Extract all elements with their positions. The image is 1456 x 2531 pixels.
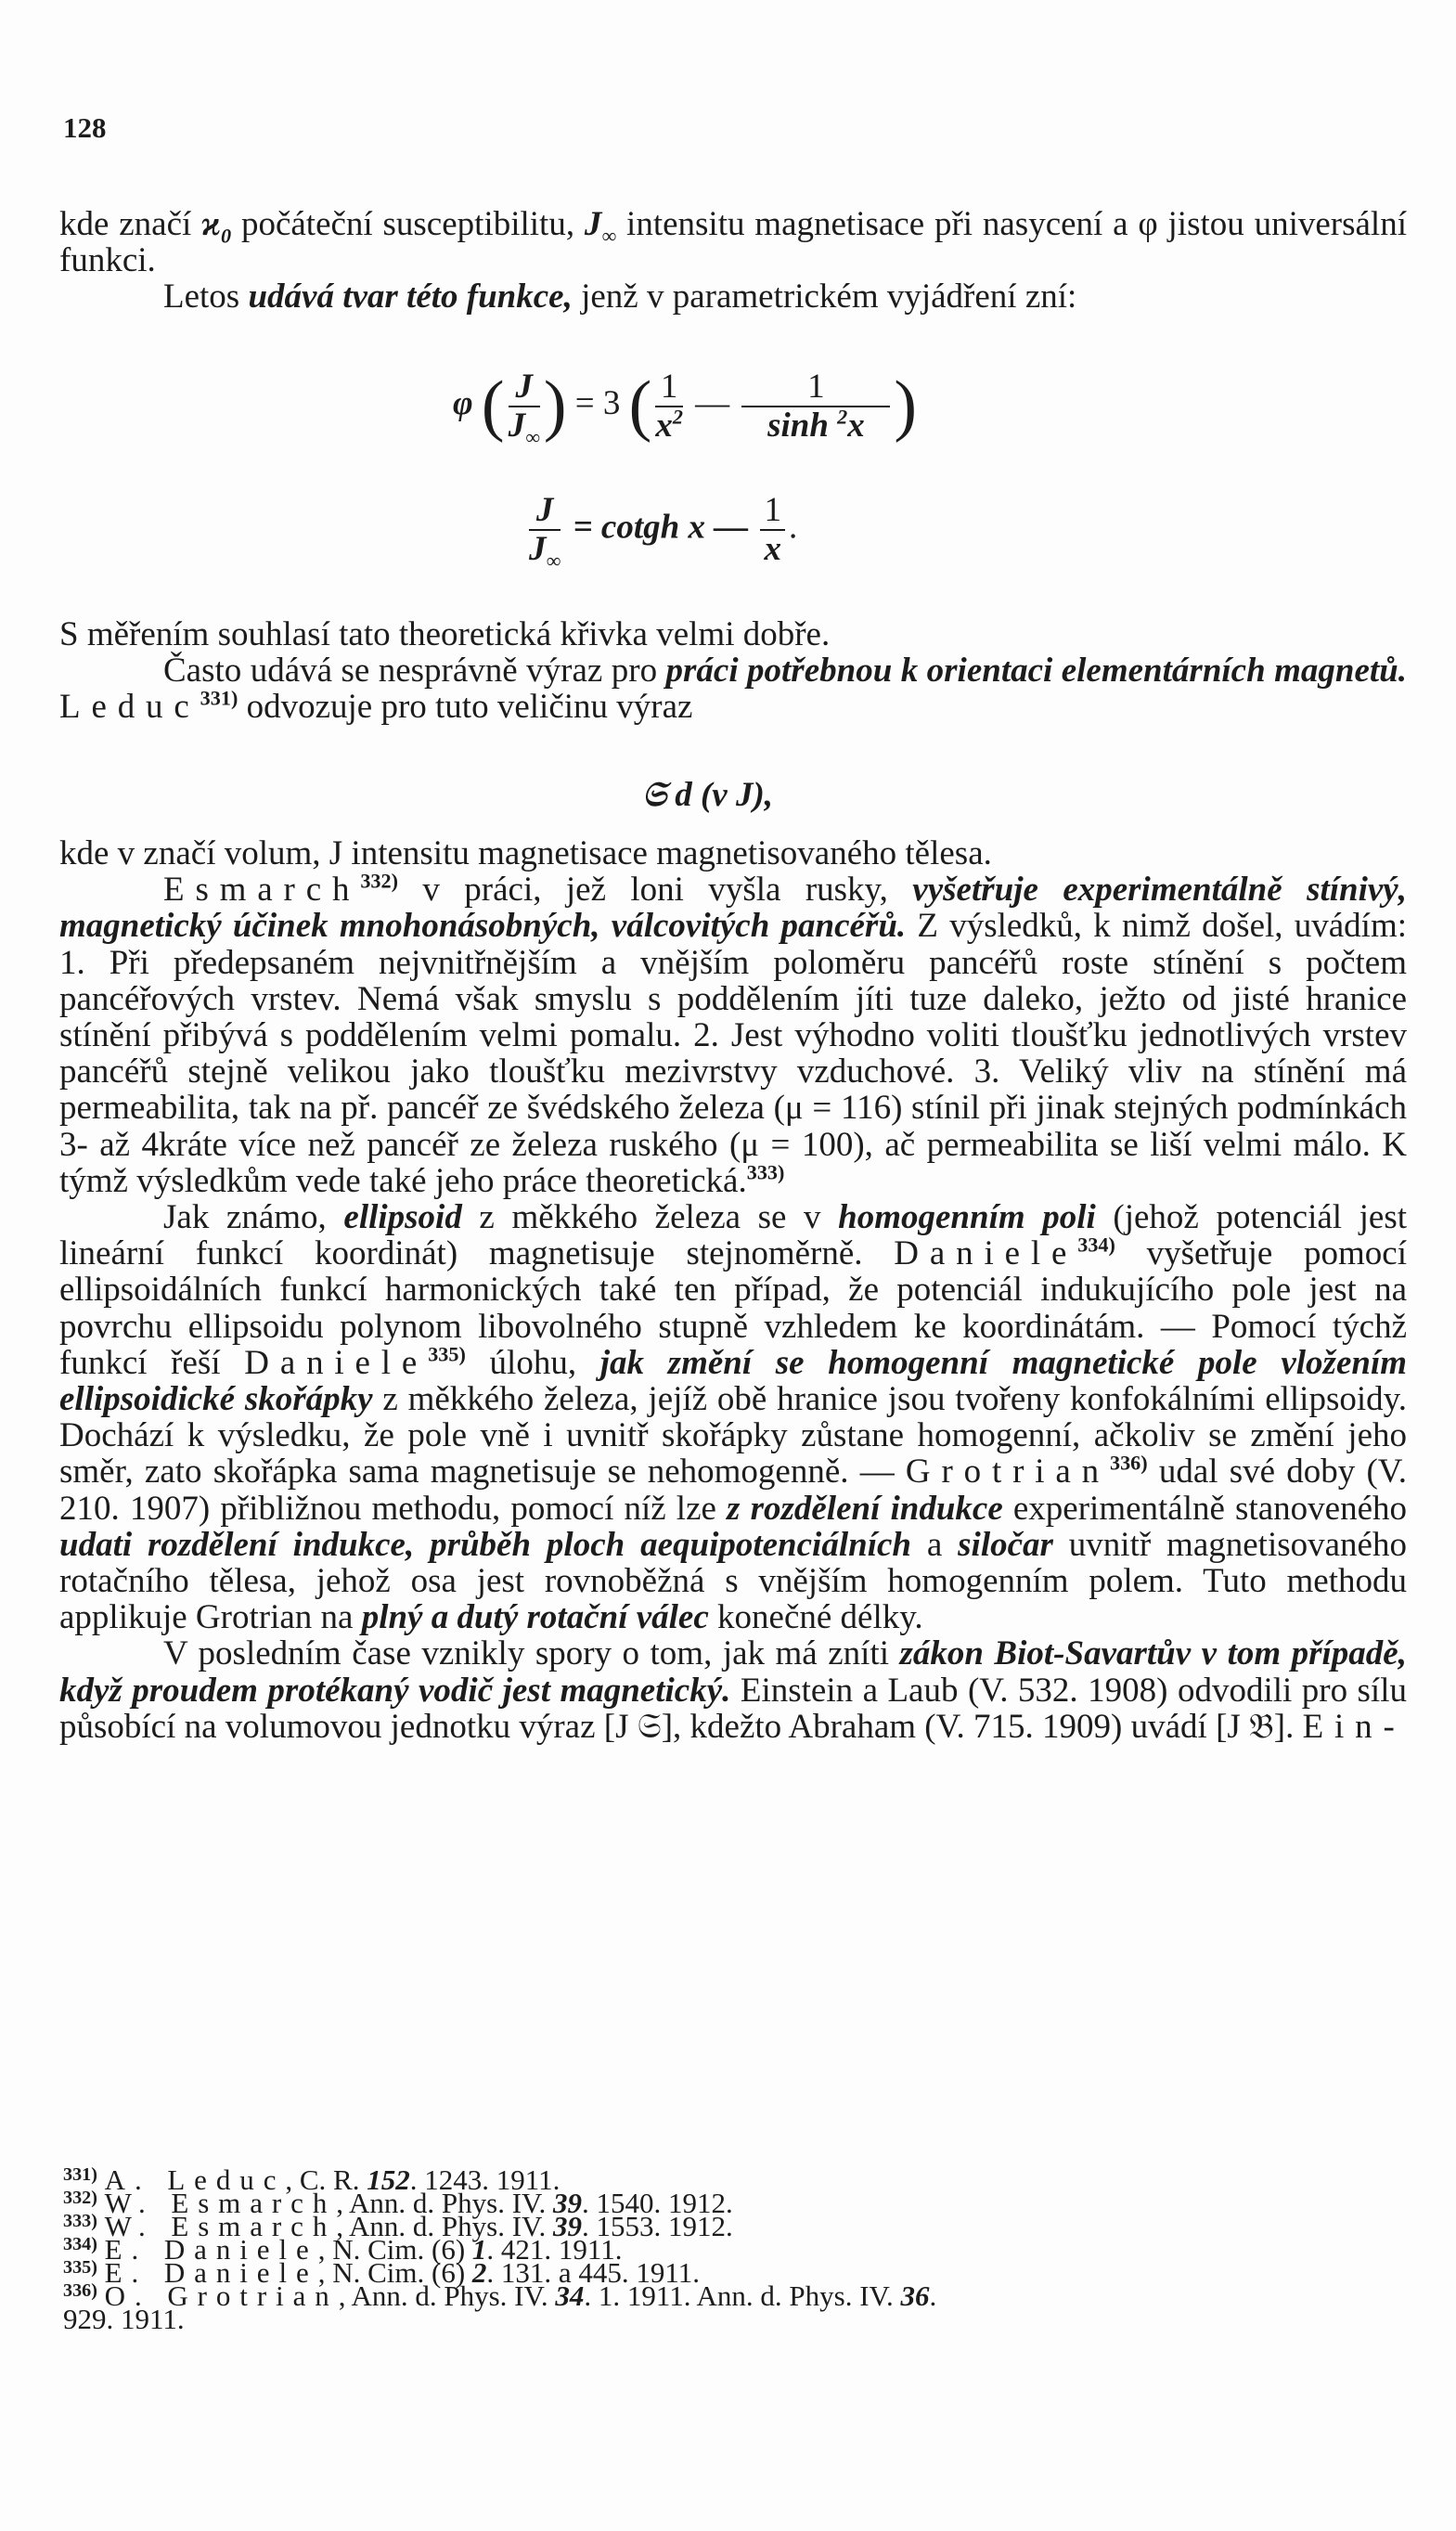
- paragraph-intro: [59, 206, 1407, 278]
- page-number: 128: [63, 111, 107, 144]
- equation-work: 𝔖 d (v J),: [642, 776, 774, 814]
- footnote-334: $^{334)}$ E. Daniele, N. Cim. (6) 1. 421. 1911.: [63, 2233, 623, 2266]
- footnote-ref-331: 331): [200, 686, 238, 710]
- equation-phi: φ ( $\frac{J}{J_\infty}$ ) = 3 ( $\frac{1}{x^2}$ — $\frac{1}{\sinh ^2x}$ ): [453, 367, 918, 448]
- footnote-335: $^{335)}$ E. Daniele, N. Cim. (6) 2. 131. a 445. 1911.: [63, 2256, 700, 2289]
- footnote-336: $^{336)}$ O. Grotrian, Ann. d. Phys. IV. 34. 1. 1911. Ann. d. Phys. IV. 36.: [63, 2279, 937, 2312]
- intro-text-c: intensitu magnetisace při nasycení a: [616, 205, 1139, 243]
- footnote-continuation: 929. 1911.: [63, 2303, 185, 2335]
- author-leduc: Leduc: [59, 688, 200, 727]
- intro-text-b: počáteční susceptibilitu,: [231, 205, 585, 243]
- j-infinity-symbol: $J_\infty$: [584, 205, 617, 248]
- paragraph-letos: Letos udává tvar této funkce, jenž v parametrickém vyjádření zní:: [163, 278, 1077, 316]
- intro-text-d: jistou universální funkci.: [59, 205, 1407, 280]
- footnotes: [63, 2163, 1411, 2335]
- footnote-332: $^{332)}$ W. Esmarch, Ann. d. Phys. IV. 39. 1540. 1912.: [63, 2187, 733, 2219]
- body-text-2: [59, 616, 1407, 726]
- paragraph-casto: Často udává se nesprávně výraz pro práci potřebnou k orientaci elementárních magnetů. Leduc$^{331)}$ odvozuje pro tuto veličinu výraz: [59, 652, 1407, 727]
- phi-symbol: φ: [1138, 205, 1158, 243]
- body-text: [59, 206, 1407, 316]
- emphasis-text: udává tvar této funkce,: [248, 278, 573, 316]
- body-text-3: [59, 835, 1407, 1745]
- footnote-331: $^{331)}$ A. Leduc, C. R. 152. 1243. 1911.: [63, 2163, 560, 2196]
- paragraph-esmarch: Esmarch$^{332)}$ v práci, jež loni vyšla rusky, vyšetřuje experimentálně stínivý, magnetický účinek mnohonásobných, válcovitých pancéřů. Z výsledků, k nimž došel, uvádím: 1. Při předepsaném nejvnitřnějším a vnějším poloměru pancéřů roste stínění s počtem pancéřových vrstev. Nemá však smyslu s poddělením jíti tuze daleko, ježto od jisté hranice stínění přibývá s poddělením velmi pomalu. 2. Jest výhodno voliti tloušťku jednotlivých vrstev pancéřů stejně velikou jako tloušťku mezivrstvy vzduchové. 3. Veliký vliv na stínění má permeabilita, tak na př. pancéř ze švédského železa (μ = 116) stínil při jinak stejných podmínkách 3- až 4kráte více než pancéř ze železa ruského (μ = 100), ač permeabilita se liší velmi málo. K týmž výsledkům vede také jeho práce theoretická.$^{333)}$: [59, 869, 1408, 1200]
- paragraph-posledni: V posledním čase vznikly spory o tom, jak má zníti zákon Biot-Savartův v tom případě, když proudem protékaný vodič jest magnetický. Einstein a Laub (V. 532. 1908) odvodili pro sílu působící na volumovou jednotku výraz [J 𝔖], kdežto Abraham (V. 715. 1909) uvádí [J 𝔅]. Ein-: [59, 1634, 1407, 1746]
- equation-cotgh: $\frac{J}{J_\infty}$ = cotgh x — $\frac{1}{x}$ .: [529, 491, 798, 573]
- footnote-333: $^{333)}$ W. Esmarch, Ann. d. Phys. IV. 39. 1553. 1912.: [63, 2210, 733, 2242]
- paragraph-smerenim: S měřením souhlasí tato theoretická křivka velmi dobře.: [59, 615, 831, 653]
- kappa-symbol: $ϰ_0$: [201, 205, 232, 248]
- paragraph-kde: kde v značí volum, J intensitu magnetisace magnetisovaného tělesa.: [59, 834, 992, 872]
- paragraph-jak-znamo: Jak známo, ellipsoid z měkkého železa se v homogenním poli (jehož potenciál jest lineární funkcí koordinát) magnetisuje stejnoměrně. Daniele$^{334)}$ vyšetřuje pomocí ellipsoidálních funkcí harmonických také ten případ, že potenciál indukujícího pole jest na povrchu ellipsoidu polynom libovolného stupně vzhledem ke koordinátám. — Pomocí týchž funkcí řeší Daniele$^{335)}$ úlohu, jak změní se homogenní magnetické pole vložením ellipsoidické skořápky z měkkého železa, jejíž obě hranice jsou tvořeny konfokálními ellipsoidy. Dochází k výsledku, že pole vně i uvnitř skořápky zůstane homogenní, ačkoliv se změní jeho směr, zato skořápka sama magnetisuje se nehomogenně. — Grotrian$^{336)}$ udal své doby (V. 210. 1907) přibližnou methodu, pomocí níž lze z rozdělení indukce experimentálně stanoveného udati rozdělení indukce, průběh ploch aequipotenciálních a siločar uvnitř magnetisovaného rotačního tělesa, jehož osa jest rovnoběžná s vnějším homogenním polem. Tuto methodu applikuje Grotrian na plný a dutý rotační válec konečné délky.: [59, 1198, 1408, 1637]
- intro-text-a: kde značí: [59, 205, 202, 243]
